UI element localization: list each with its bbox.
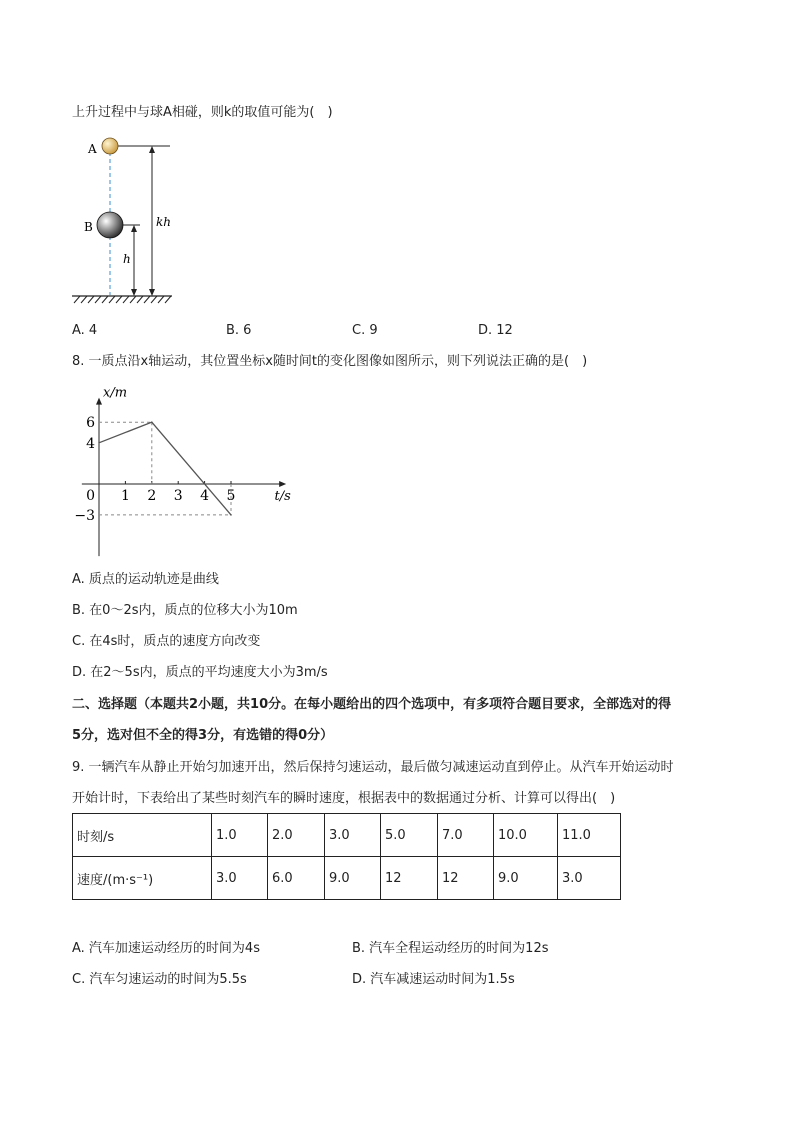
table-cell: 10.0 — [494, 814, 558, 857]
label-h: h — [123, 252, 131, 266]
table-cell: 9.0 — [325, 857, 381, 900]
data-point — [230, 514, 232, 516]
table-cell: 2.0 — [268, 814, 325, 857]
q8-option-a: A. 质点的运动轨迹是曲线 — [72, 572, 219, 587]
x-tick-label: 4 — [200, 488, 210, 504]
table-cell: 12 — [381, 857, 438, 900]
label-kh: kh — [156, 215, 171, 229]
section2-heading-line1: 二、选择题（本题共2小题，共10分。在每小题给出的四个选项中，有多项符合题目要求，全部选对的得 — [72, 697, 672, 712]
y-axis-label: x/m — [103, 385, 128, 401]
y-tick-label: −3 — [74, 507, 95, 524]
table-cell: 1.0 — [212, 814, 268, 857]
q8-option-d: D. 在2～5s内，质点的平均速度大小为3m/s — [72, 665, 328, 680]
q8-option-b: B. 在0～2s内，质点的位移大小为10m — [72, 603, 298, 618]
x-tick-label: 0 — [86, 488, 95, 504]
q7-option-d: D. 12 — [478, 323, 513, 338]
arrowhead-kh-bottom — [149, 289, 155, 296]
arrowhead-h-top — [131, 225, 137, 232]
q7-figure — [72, 132, 192, 307]
x-tick-label: 2 — [147, 488, 157, 504]
table-cell-header: 速度/(m·s⁻¹) — [73, 857, 212, 900]
table-cell: 3.0 — [558, 857, 621, 900]
x-axis-label: t/s — [274, 489, 291, 504]
q8-xt-chart — [74, 378, 300, 560]
q9-option-d: D. 汽车减速运动时间为1.5s — [352, 972, 515, 987]
q9-stem-line1: 9. 一辆汽车从静止开始匀加速开出，然后保持匀速运动，最后做匀减速运动直到停止。从汽车开始运动时 — [72, 760, 674, 775]
section2-heading-line2: 5分，选对但不全的得3分，有选错的得0分） — [72, 728, 334, 743]
table-cell: 6.0 — [268, 857, 325, 900]
x-tick-label: 5 — [226, 488, 236, 504]
q9-data-table — [72, 813, 621, 900]
ball-a — [102, 138, 118, 154]
table-cell-header: 时刻/s — [73, 814, 212, 857]
q7-stem: 上升过程中与球A相碰，则k的取值可能为( ) — [72, 105, 333, 120]
x-tick-label: 3 — [173, 488, 183, 504]
y-axis-arrow — [96, 398, 102, 405]
data-point — [98, 442, 100, 444]
q9-option-a: A. 汽车加速运动经历的时间为4s — [72, 941, 260, 956]
q9-option-b: B. 汽车全程运动经历的时间为12s — [352, 941, 549, 956]
table-row — [73, 857, 621, 900]
table-cell: 9.0 — [494, 857, 558, 900]
data-point — [151, 421, 153, 423]
y-tick-label: 6 — [86, 415, 95, 432]
q7-option-b: B. 6 — [226, 323, 252, 338]
q9-stem-line2: 开始计时，下表给出了某些时刻汽车的瞬时速度，根据表中的数据通过分析、计算可以得出( ) — [72, 791, 616, 806]
arrowhead-h-bottom — [131, 289, 137, 296]
x-axis-arrow — [279, 481, 286, 487]
y-tick-label: 4 — [86, 435, 95, 452]
table-cell: 7.0 — [438, 814, 494, 857]
q8-stem: 8. 一质点沿x轴运动，其位置坐标x随时间t的变化图像如图所示，则下列说法正确的是( ) — [72, 354, 588, 369]
label-a: A — [88, 142, 97, 156]
x-tick-label: 1 — [120, 488, 130, 504]
ball-b — [97, 212, 123, 238]
q9-option-c: C. 汽车匀速运动的时间为5.5s — [72, 972, 247, 987]
position-series-line — [99, 422, 231, 515]
arrowhead-kh-top — [149, 146, 155, 153]
table-cell: 5.0 — [381, 814, 438, 857]
q8-option-c: C. 在4s时，质点的速度方向改变 — [72, 634, 261, 649]
table-cell: 3.0 — [212, 857, 268, 900]
label-b: B — [84, 220, 93, 234]
table-cell: 11.0 — [558, 814, 621, 857]
ground-hatching — [74, 296, 171, 303]
table-cell: 3.0 — [325, 814, 381, 857]
q7-option-c: C. 9 — [352, 323, 378, 338]
table-cell: 12 — [438, 857, 494, 900]
table-row — [73, 814, 621, 857]
q7-option-a: A. 4 — [72, 323, 98, 338]
